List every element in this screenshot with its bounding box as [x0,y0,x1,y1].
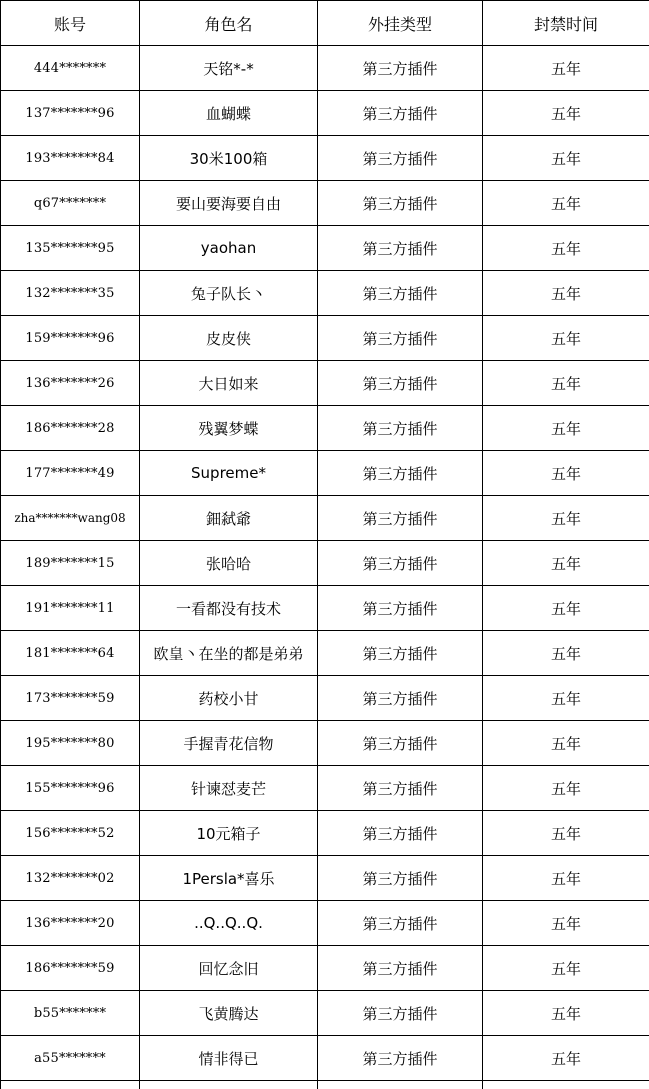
cell-role-name: 要山要海要自由 [140,181,318,226]
cell-role-name: 1Persla*喜乐 [140,856,318,901]
cell-ban-time: 五年 [483,316,649,361]
cell-role-name: 兔子队长丶 [140,271,318,316]
header-ban-time: 封禁时间 [483,1,649,46]
table-row-cutoff [1,1081,649,1089]
cell-ban-time: 五年 [483,811,649,856]
cell-ban-time: 五年 [483,496,649,541]
cell-cheat-type: 第三方插件 [318,586,483,631]
table-row [1,46,649,91]
header-account: 账号 [1,1,140,46]
cell-account: 181*******64 [1,631,140,676]
cell-role-name: 飞黄腾达 [140,991,318,1036]
cell-ban-time: 五年 [483,226,649,271]
cell-role-name: yaohan [140,226,318,271]
cell-account: 136*******26 [1,361,140,406]
cell-ban-time: 五年 [483,46,649,91]
table-row [1,226,649,271]
empty-cell [1,1081,140,1089]
cell-account: 155*******96 [1,766,140,811]
cell-role-name: 大日如来 [140,361,318,406]
cell-account: a55******* [1,1036,140,1081]
cell-role-name: 血蝴蝶 [140,91,318,136]
cell-cheat-type: 第三方插件 [318,991,483,1036]
cell-account: 132*******35 [1,271,140,316]
cell-account: 186*******59 [1,946,140,991]
cell-ban-time: 五年 [483,856,649,901]
cell-cheat-type: 第三方插件 [318,721,483,766]
cell-role-name: 回忆念旧 [140,946,318,991]
cell-account: 156*******52 [1,811,140,856]
cell-ban-time: 五年 [483,946,649,991]
cell-cheat-type: 第三方插件 [318,496,483,541]
cell-role-name: Supreme* [140,451,318,496]
cell-account: 186*******28 [1,406,140,451]
cell-account: 132*******02 [1,856,140,901]
cell-ban-time: 五年 [483,676,649,721]
table-row [1,901,649,946]
cell-role-name: 张哈哈 [140,541,318,586]
table-row [1,766,649,811]
cell-account: 189*******15 [1,541,140,586]
cell-account: 195*******80 [1,721,140,766]
table-row [1,991,649,1036]
cell-ban-time: 五年 [483,406,649,451]
cell-ban-time: 五年 [483,901,649,946]
cell-role-name: 一看都没有技术 [140,586,318,631]
cell-account: 191*******11 [1,586,140,631]
cell-cheat-type: 第三方插件 [318,316,483,361]
table-body [1,46,649,1089]
table-row [1,406,649,451]
table-row [1,181,649,226]
cell-cheat-type: 第三方插件 [318,631,483,676]
table-row [1,361,649,406]
cell-role-name: 天铭*-* [140,46,318,91]
header-role-name: 角色名 [140,1,318,46]
table-row [1,316,649,361]
cell-cheat-type: 第三方插件 [318,766,483,811]
cell-role-name: 10元箱子 [140,811,318,856]
cell-account: 444******* [1,46,140,91]
cell-ban-time: 五年 [483,136,649,181]
cell-role-name: 药校小甘 [140,676,318,721]
cell-cheat-type: 第三方插件 [318,271,483,316]
cell-cheat-type: 第三方插件 [318,226,483,271]
cell-account: 177*******49 [1,451,140,496]
table-row [1,676,649,721]
table-row [1,1036,649,1081]
cell-cheat-type: 第三方插件 [318,541,483,586]
cell-ban-time: 五年 [483,541,649,586]
header-cheat-type: 外挂类型 [318,1,483,46]
table-row [1,721,649,766]
cell-ban-time: 五年 [483,991,649,1036]
cell-account: 193*******84 [1,136,140,181]
cell-role-name: 鈿弑爺 [140,496,318,541]
cell-ban-time: 五年 [483,631,649,676]
cell-role-name: 皮皮侠 [140,316,318,361]
cell-cheat-type: 第三方插件 [318,856,483,901]
empty-cell [140,1081,318,1089]
table-row [1,496,649,541]
cell-role-name: 针谏怼麦芒 [140,766,318,811]
cell-cheat-type: 第三方插件 [318,451,483,496]
cell-account: q67******* [1,181,140,226]
cell-ban-time: 五年 [483,451,649,496]
cell-account: 137*******96 [1,91,140,136]
table-row [1,91,649,136]
cell-cheat-type: 第三方插件 [318,901,483,946]
cell-account: 159*******96 [1,316,140,361]
cell-account: 173*******59 [1,676,140,721]
cell-account: 135*******95 [1,226,140,271]
cell-role-name: 残翼梦蝶 [140,406,318,451]
cell-cheat-type: 第三方插件 [318,1036,483,1081]
table-row [1,631,649,676]
cell-ban-time: 五年 [483,721,649,766]
header-row [1,1,649,46]
cell-cheat-type: 第三方插件 [318,406,483,451]
cell-cheat-type: 第三方插件 [318,181,483,226]
cell-role-name: 情非得已 [140,1036,318,1081]
cell-role-name: 手握青花信物 [140,721,318,766]
cell-role-name: ..Q..Q..Q. [140,901,318,946]
table-row [1,811,649,856]
cell-cheat-type: 第三方插件 [318,91,483,136]
cell-role-name: 30米100箱 [140,136,318,181]
table-row [1,271,649,316]
cell-ban-time: 五年 [483,181,649,226]
cell-ban-time: 五年 [483,766,649,811]
cell-ban-time: 五年 [483,271,649,316]
cell-account: zha*******wang08 [1,496,140,541]
empty-cell [483,1081,649,1089]
table-header [1,1,649,46]
cell-cheat-type: 第三方插件 [318,46,483,91]
cell-ban-time: 五年 [483,361,649,406]
cell-account: b55******* [1,991,140,1036]
table-row [1,541,649,586]
table-row [1,586,649,631]
table-row [1,136,649,181]
cell-cheat-type: 第三方插件 [318,136,483,181]
cell-role-name: 欧皇丶在坐的都是弟弟 [140,631,318,676]
cell-ban-time: 五年 [483,586,649,631]
cell-account: 136*******20 [1,901,140,946]
cell-cheat-type: 第三方插件 [318,811,483,856]
table-row [1,451,649,496]
cell-ban-time: 五年 [483,1036,649,1081]
empty-cell [318,1081,483,1089]
cell-cheat-type: 第三方插件 [318,946,483,991]
table-row [1,946,649,991]
table-row [1,856,649,901]
cell-ban-time: 五年 [483,91,649,136]
cell-cheat-type: 第三方插件 [318,361,483,406]
cell-cheat-type: 第三方插件 [318,676,483,721]
